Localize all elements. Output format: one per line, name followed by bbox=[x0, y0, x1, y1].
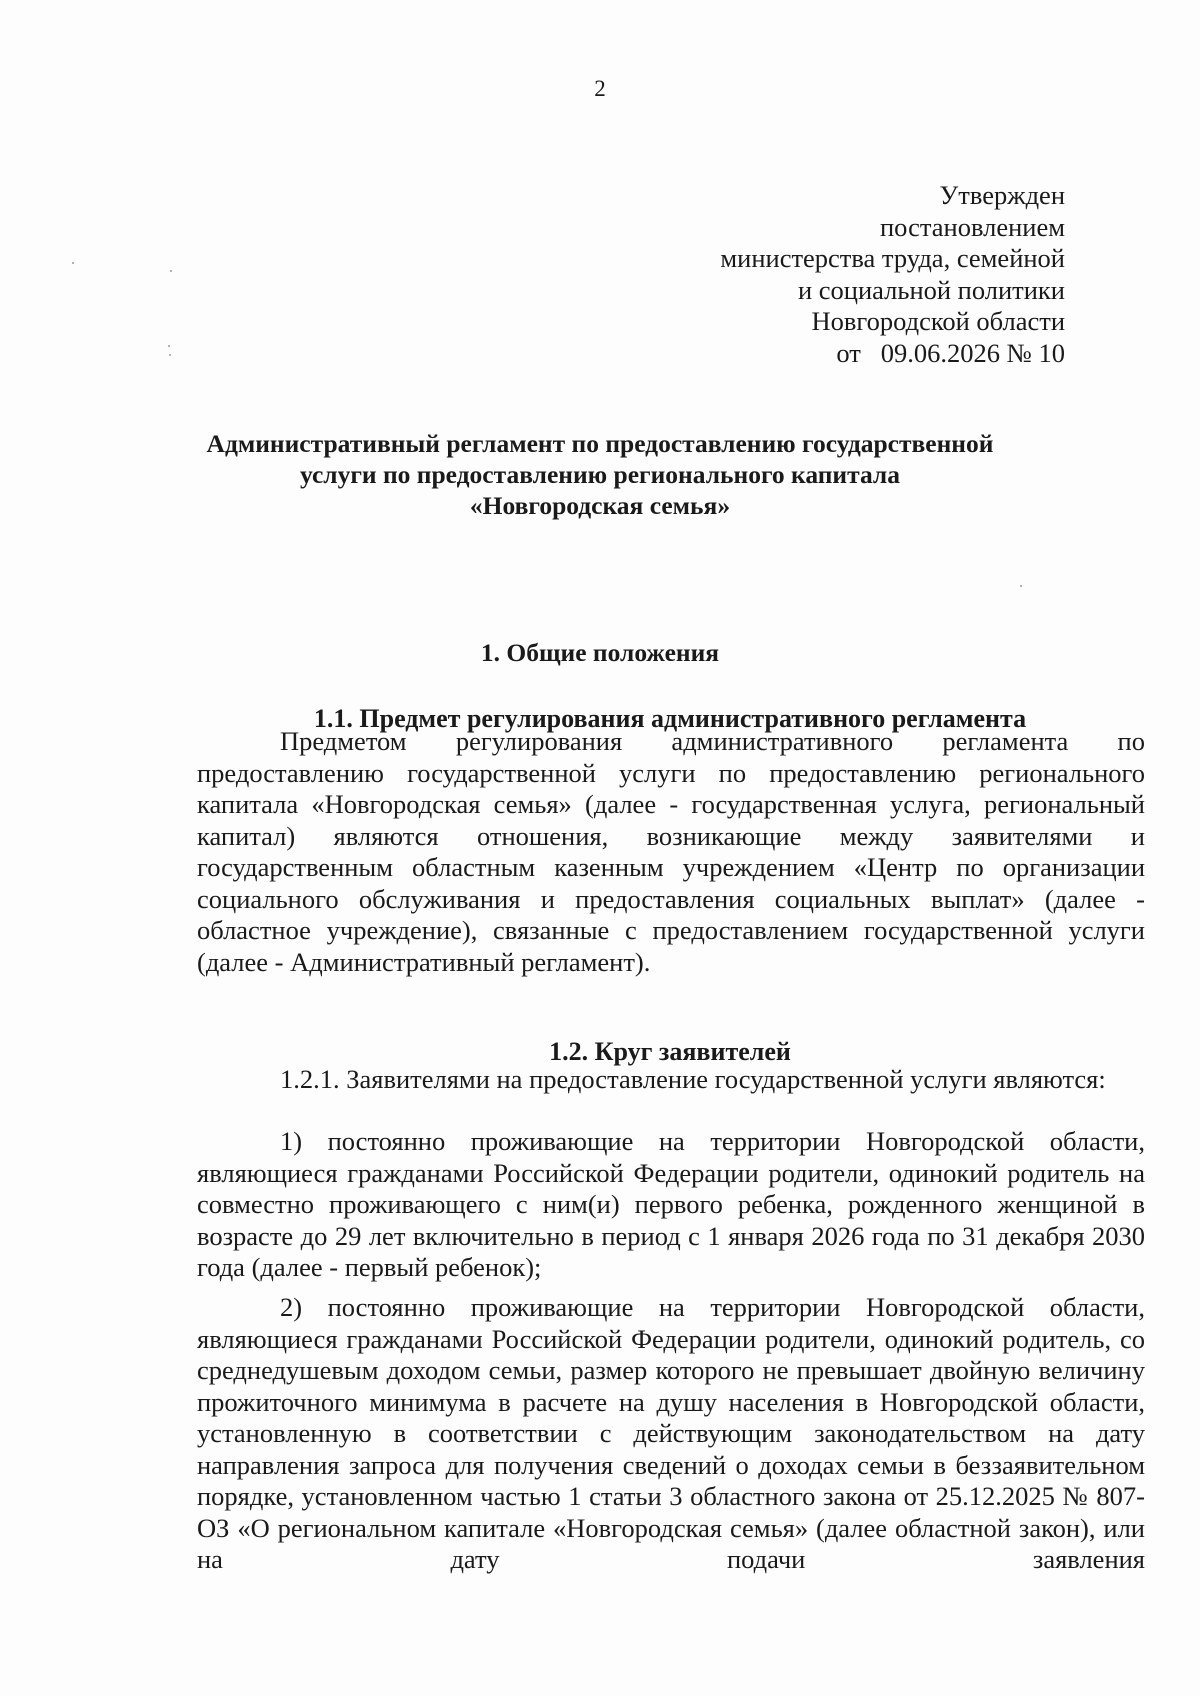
subsection-heading: 1.2. Круг заявителей bbox=[549, 1037, 791, 1066]
body-paragraph: 1.2.1. Заявителями на предоставление государственной услуги являются: bbox=[280, 1064, 1106, 1094]
subsection-heading: 1.1. Предмет регулирования административного регламента bbox=[313, 704, 1027, 733]
approval-line: Утвержден bbox=[939, 180, 1065, 210]
approval-line: министерства труда, семейной bbox=[720, 243, 1065, 273]
approval-line: Новгородской области bbox=[811, 306, 1065, 336]
body-paragraph: 1) постоянно проживающие на территории Новгородской области, являющиеся гражданами Российской Федерации родители, одинокий родитель на совместно проживающего с ним(и) первого ребенка, рожденного женщиной в возрасте до 29 лет включительно в период с 1 января 2026 года по 31 декабря 2030 года (далее - первый ребенок); bbox=[197, 1126, 1145, 1282]
approval-stamp bbox=[720, 180, 1065, 369]
body-paragraph: 2) постоянно проживающие на территории Новгородской области, являющиеся гражданами Российской Федерации родители, одинокий родитель, со среднедушевым доходом семьи, размер которого не превышает двойную величину прожиточного минимума в расчете на душу населения в Новгородской области, установленную в соответствии с действующим законодательством на дату направления запроса для получения сведений о доходах семьи в беззаявительном порядке, установленном частью 1 статьи 3 областного закона от 25.12.2025 № 807-ОЗ «О региональном капитале «Новгородская семья» (далее областной закон), или на дату подачи заявления bbox=[197, 1292, 1145, 1574]
scan-speck bbox=[168, 345, 170, 347]
approval-line: и социальной политики bbox=[797, 274, 1065, 305]
scan-speck bbox=[170, 270, 172, 272]
scan-speck bbox=[72, 262, 74, 264]
body-paragraph: Предметом регулирования административного регламента по предоставлению государственной услуги по предоставлению регионального капитала «Новгородская семья» (далее - государственная услуга, региональный капитал) являются отношения, возникающие между заявителями и государственным областным казенным учреждением «Центр по организации социального обслуживания и предоставления социальных выплат» (далее - областное учреждение), связанные с предоставлением государственной услуги (далее - Административный регламент). bbox=[197, 726, 1145, 977]
document-title bbox=[180, 428, 1020, 521]
approval-date-line: от 09.06.2026 № 10 bbox=[836, 337, 1065, 368]
scan-speck bbox=[1020, 585, 1022, 587]
title-line: Административный регламент по предоставлению государственной bbox=[206, 429, 994, 458]
title-line: услуги по предоставлению регионального капитала bbox=[300, 460, 900, 489]
page-number: 2 bbox=[594, 76, 606, 101]
scan-speck bbox=[169, 354, 171, 356]
approval-line: постановлением bbox=[880, 211, 1065, 242]
section-heading: 1. Общие положения bbox=[480, 638, 720, 667]
title-line: «Новгородская семья» bbox=[469, 491, 731, 520]
